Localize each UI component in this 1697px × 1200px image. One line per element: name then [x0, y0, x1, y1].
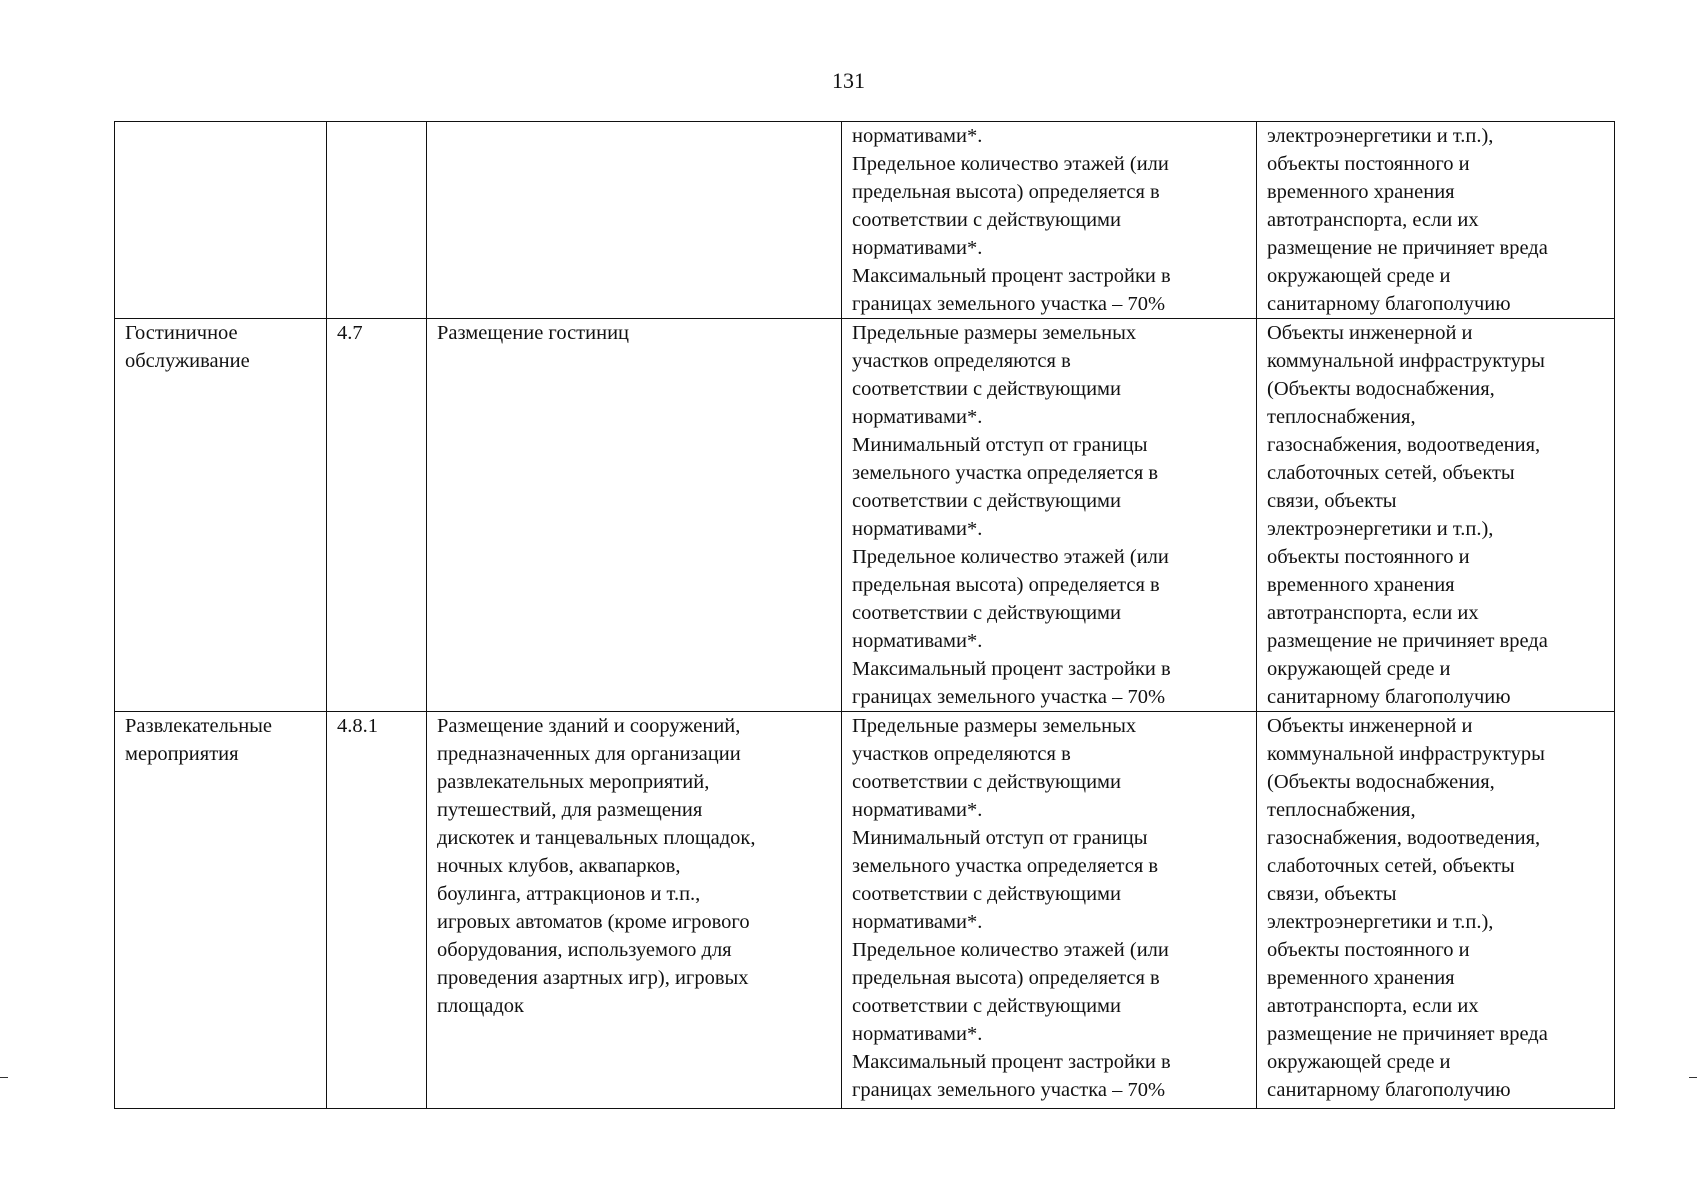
cell-text-line: газоснабжения, водоотведения, — [1267, 827, 1541, 849]
cell-text-line: Предельные размеры земельных — [852, 322, 1137, 344]
use-type-name-cell — [115, 122, 327, 319]
cell-text-line: предельная высота) определяется в — [852, 181, 1160, 203]
cell-text-line: путешествий, для размещения — [437, 799, 703, 821]
cell-text-line: размещение не причиняет вреда — [1267, 1023, 1548, 1045]
cell-text-line: обслуживание — [125, 350, 250, 372]
parameters-cell — [842, 319, 1257, 712]
cell-text-line: нормативами*. — [852, 799, 983, 821]
use-code-cell — [327, 122, 427, 319]
cell-text-line: границах земельного участка – 70% — [852, 686, 1166, 708]
cell-text-line: Максимальный процент застройки в — [852, 265, 1171, 287]
cell-text-line: нормативами*. — [852, 518, 983, 540]
use-description-cell — [427, 712, 842, 1109]
page-number: 131 — [832, 68, 865, 93]
cell-text-line: Развлекательные — [125, 715, 273, 737]
cell-text-line: санитарному благополучию — [1267, 1079, 1511, 1101]
cell-text-line: автотранспорта, если их — [1267, 995, 1479, 1017]
cell-text-line: размещение не причиняет вреда — [1267, 630, 1548, 652]
cell-text-line: площадок — [437, 995, 524, 1017]
cell-text-line: нормативами*. — [852, 406, 983, 428]
cell-text-line: Максимальный процент застройки в — [852, 658, 1171, 680]
cell-text-line: автотранспорта, если их — [1267, 209, 1479, 231]
use-type-name-cell — [115, 712, 327, 1109]
cell-text-line: электроэнергетики и т.п.), — [1267, 125, 1494, 147]
cell-text-line: (Объекты водоснабжения, — [1267, 771, 1495, 793]
cell-text-line: участков определяются в — [852, 350, 1071, 372]
cell-text-line: Объекты инженерной и — [1267, 322, 1473, 344]
use-code-cell — [327, 712, 427, 1109]
cell-text-line: предназначенных для организации — [437, 743, 741, 765]
land-use-table — [114, 121, 1615, 1109]
cell-text-line: предельная высота) определяется в — [852, 967, 1160, 989]
cell-text-line: электроэнергетики и т.п.), — [1267, 518, 1494, 540]
cell-text-line: электроэнергетики и т.п.), — [1267, 911, 1494, 933]
cell-text-line: оборудования, используемого для — [437, 939, 732, 961]
cell-text-line: границах земельного участка – 70% — [852, 1079, 1166, 1101]
cell-text-line: автотранспорта, если их — [1267, 602, 1479, 624]
cell-text-line: развлекательных мероприятий, — [437, 771, 710, 793]
cell-text-line: Объекты инженерной и — [1267, 715, 1473, 737]
cell-text-line: объекты постоянного и — [1267, 939, 1470, 961]
cell-text-line: размещение не причиняет вреда — [1267, 237, 1548, 259]
cell-text-line: границах земельного участка – 70% — [852, 293, 1166, 315]
cell-text-line: участков определяются в — [852, 743, 1071, 765]
cell-text-line: предельная высота) определяется в — [852, 574, 1160, 596]
cell-text-line: 4.7 — [337, 322, 363, 344]
cell-text-line: санитарному благополучию — [1267, 686, 1511, 708]
cell-text-line: временного хранения — [1267, 574, 1455, 596]
cell-text-line: нормативами*. — [852, 1023, 983, 1045]
parameters-cell — [842, 122, 1257, 319]
auxiliary-uses-cell — [1257, 122, 1615, 319]
cell-text-line: нормативами*. — [852, 125, 983, 147]
cell-text-line: дискотек и танцевальных площадок, — [437, 827, 756, 849]
cell-text-line: временного хранения — [1267, 181, 1455, 203]
use-type-name-cell — [115, 319, 327, 712]
cell-text-line: Предельное количество этажей (или — [852, 546, 1169, 568]
cell-text-line: Предельные размеры земельных — [852, 715, 1137, 737]
cell-text-line: коммунальной инфраструктуры — [1267, 350, 1545, 372]
cell-text-line: соответствии с действующими — [852, 378, 1121, 400]
cell-text-line: соответствии с действующими — [852, 883, 1121, 905]
cell-text-line: теплоснабжения, — [1267, 406, 1416, 428]
cell-text-line: соответствии с действующими — [852, 771, 1121, 793]
cell-text-line: слаботочных сетей, объекты — [1267, 855, 1515, 877]
cell-text-line: связи, объекты — [1267, 490, 1397, 512]
cell-text-line: земельного участка определяется в — [852, 462, 1159, 484]
table-row — [115, 319, 1615, 712]
use-description-cell — [427, 319, 842, 712]
cell-text-line: соответствии с действующими — [852, 209, 1121, 231]
cell-text-line: ночных клубов, аквапарков, — [437, 855, 681, 877]
cell-text-line: окружающей среде и — [1267, 1051, 1451, 1073]
cell-text-line: мероприятия — [125, 743, 239, 765]
cell-text-line: объекты постоянного и — [1267, 546, 1470, 568]
cell-text-line: нормативами*. — [852, 630, 983, 652]
table-row — [115, 712, 1615, 1109]
cell-text-line: Размещение гостиниц — [437, 322, 630, 344]
cell-text-line: игровых автоматов (кроме игрового — [437, 911, 750, 933]
cell-text-line: связи, объекты — [1267, 883, 1397, 905]
cell-text-line: проведения азартных игр), игровых — [437, 967, 749, 989]
cell-text-line: земельного участка определяется в — [852, 855, 1159, 877]
cell-text-line: Предельное количество этажей (или — [852, 939, 1169, 961]
cell-text-line: окружающей среде и — [1267, 265, 1451, 287]
cell-text-line: окружающей среде и — [1267, 658, 1451, 680]
cell-text-line: Минимальный отступ от границы — [852, 827, 1148, 849]
cell-text-line: нормативами*. — [852, 911, 983, 933]
cell-text-line: 4.8.1 — [337, 715, 378, 737]
cell-text-line: соответствии с действующими — [852, 490, 1121, 512]
auxiliary-uses-cell — [1257, 712, 1615, 1109]
cell-text-line: соответствии с действующими — [852, 602, 1121, 624]
parameters-cell — [842, 712, 1257, 1109]
cell-text-line: теплоснабжения, — [1267, 799, 1416, 821]
cell-text-line: (Объекты водоснабжения, — [1267, 378, 1495, 400]
cell-text-line: газоснабжения, водоотведения, — [1267, 434, 1541, 456]
cell-text-line: Размещение зданий и сооружений, — [437, 715, 741, 737]
cell-text-line: Максимальный процент застройки в — [852, 1051, 1171, 1073]
scan-edge-mark — [0, 1077, 8, 1078]
cell-text-line: Минимальный отступ от границы — [852, 434, 1148, 456]
use-code-cell — [327, 319, 427, 712]
cell-text-line: Предельное количество этажей (или — [852, 153, 1169, 175]
cell-text-line: коммунальной инфраструктуры — [1267, 743, 1545, 765]
table-row — [115, 122, 1615, 319]
cell-text-line: временного хранения — [1267, 967, 1455, 989]
scan-edge-mark — [1689, 1077, 1697, 1078]
cell-text-line: слаботочных сетей, объекты — [1267, 462, 1515, 484]
cell-text-line: соответствии с действующими — [852, 995, 1121, 1017]
cell-text-line: боулинга, аттракционов и т.п., — [437, 883, 701, 905]
use-description-cell — [427, 122, 842, 319]
cell-text-line: нормативами*. — [852, 237, 983, 259]
cell-text-line: Гостиничное — [125, 322, 238, 344]
cell-text-line: санитарному благополучию — [1267, 293, 1511, 315]
cell-text-line: объекты постоянного и — [1267, 153, 1470, 175]
auxiliary-uses-cell — [1257, 319, 1615, 712]
